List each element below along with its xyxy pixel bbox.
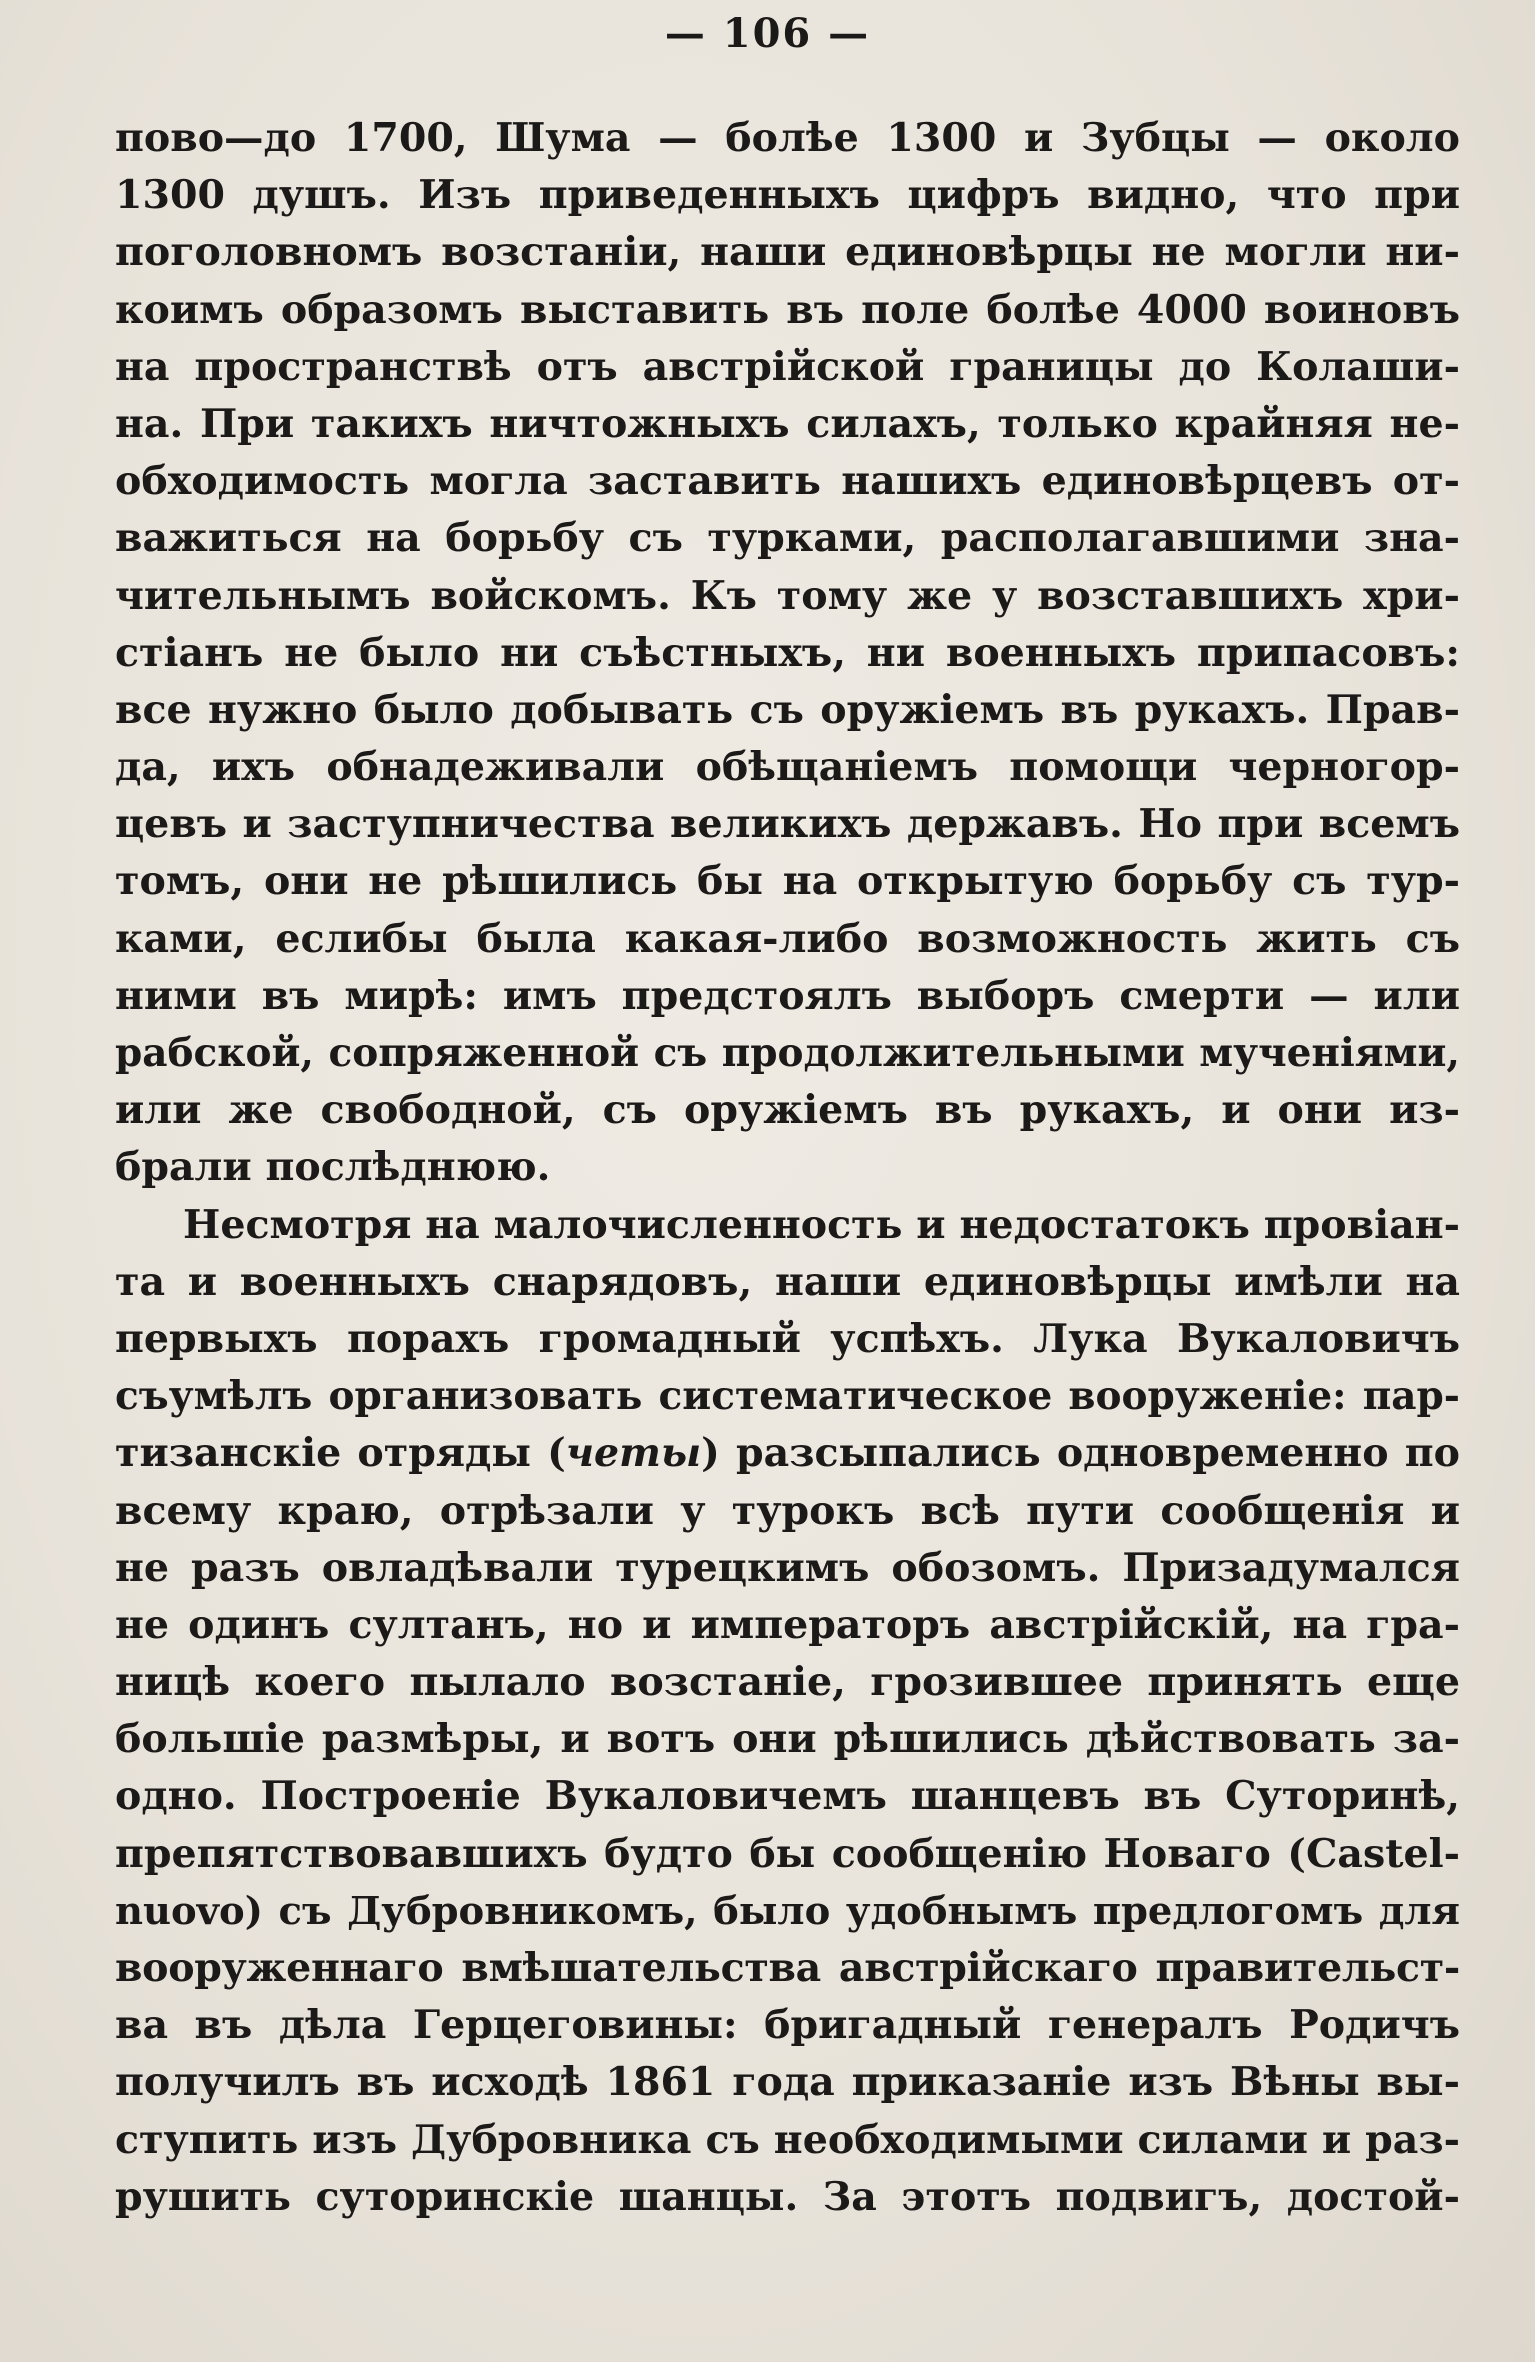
text-fragment: ) разсыпались одновременно по [701,1430,1460,1477]
text-line: не одинъ султанъ, но и императоръ австрійскій, на гра- [115,1601,1460,1648]
text-line: ними въ мирѣ: имъ предстоялъ выборъ смерти — или [115,972,1460,1019]
text-line: одно. Построеніе Вукаловичемъ шанцевъ въ Суторинѣ, [115,1773,1460,1820]
paragraph-start-line: Несмотря на малочисленность и недостатокъ провіан- [183,1201,1460,1248]
text-line: на. При такихъ ничтожныхъ силахъ, только крайняя не- [115,400,1460,447]
text-line: всему краю, отрѣзали у турокъ всѣ пути сообщенія и [115,1487,1460,1534]
text-line: цевъ и заступничества великихъ державъ. Но при всемъ [115,801,1460,848]
text-fragment: тизанскіе отряды ( [115,1430,566,1477]
text-line: да, ихъ обнадеживали обѣщаніемъ помощи черногор- [115,744,1460,791]
text-line: поголовномъ возстаніи, наши единовѣрцы не могли ни- [115,229,1460,276]
page-number: — 106 — [664,10,871,57]
italic-word: четы [565,1430,702,1477]
text-line: nuovo) съ Дубровникомъ, было удобнымъ предлогомъ для [115,1888,1460,1934]
text-line: ступить изъ Дубровника съ необходимыми силами и раз- [115,2116,1460,2163]
text-line: ницѣ коего пылало возстаніе, грозившее принять еще [115,1659,1460,1706]
text-line: 1300 душъ. Изъ приведенныхъ цифръ видно, что при [115,172,1460,219]
text-line: рушить суторинскіе шанцы. За этотъ подвигъ, достой- [115,2173,1460,2220]
text-line: большіе размѣры, и вотъ они рѣшились дѣйствовать за- [115,1716,1460,1763]
text-line: получилъ въ исходѣ 1861 года приказаніе изъ Вѣны вы- [115,2059,1460,2106]
text-line: пово—до 1700, Шума — болѣе 1300 и Зубцы — около [115,115,1460,161]
text-line: на пространствѣ отъ австрійской границы до Колаши- [115,343,1460,390]
text-line: все нужно было добывать съ оружіемъ въ рукахъ. Прав- [115,686,1460,733]
text-line: стіанъ не было ни съѣстныхъ, ни военныхъ припасовъ: [115,629,1460,676]
text-line: важиться на борьбу съ турками, располагавшими зна- [115,515,1460,562]
text-line: та и военныхъ снарядовъ, наши единовѣрцы имѣли на [115,1258,1460,1305]
body-text [115,110,1460,2226]
text-line: первыхъ порахъ громадный успѣхъ. Лука Вукаловичъ [115,1315,1460,1362]
text-line: ками, еслибы была какая-либо возможность жить съ [115,915,1460,962]
text-line: или же свободной, съ оружіемъ въ рукахъ, и они из- [115,1087,1460,1134]
text-line: томъ, они не рѣшились бы на открытую борьбу съ тур- [115,858,1460,905]
text-line: рабской, сопряженной съ продолжительными мученіями, [115,1030,1460,1076]
text-line: не разъ овладѣвали турецкимъ обозомъ. Призадумался [115,1544,1460,1591]
text-line: вооруженнаго вмѣшательства австрійскаго правительст- [115,1945,1460,1991]
paragraph-end-line: брали послѣднюю. [115,1144,551,1191]
text-line: съумѣлъ организовать систематическое вооруженіе: пар- [115,1373,1460,1420]
text-line: коимъ образомъ выставить въ поле болѣе 4000 воиновъ [115,286,1460,333]
text-line: чительнымъ войскомъ. Къ тому же у возставшихъ хри- [115,572,1460,619]
text-line: ва въ дѣла Герцеговины: бригадный генералъ Родичъ [115,2002,1460,2049]
text-line: препятствовавшихъ будто бы сообщенію Новаго (Castel- [115,1830,1460,1877]
text-line-with-italic [115,1425,1460,1482]
text-line: обходимость могла заставить нашихъ единовѣрцевъ от- [115,458,1460,505]
